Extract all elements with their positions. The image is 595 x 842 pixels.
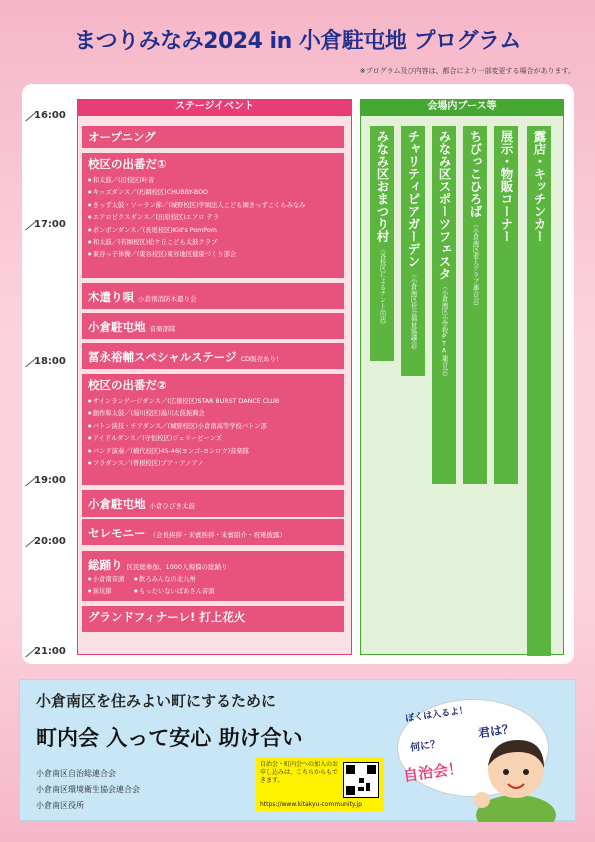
stage-header: ステージイベント bbox=[77, 99, 352, 115]
list-item: ● ポンポンダンス／(長尾校区)Kid's PomPom bbox=[88, 224, 338, 236]
stage-band-sub: 音楽部隊 bbox=[149, 325, 176, 333]
booth-bar bbox=[370, 126, 394, 361]
booth-bar-title: みなみ区おまつり村 bbox=[375, 130, 390, 243]
stage-tominaga bbox=[82, 343, 344, 369]
stage-opening bbox=[82, 126, 344, 148]
booth-bar-sub: （各校区によるテント出店） bbox=[378, 245, 386, 328]
stage-odori-left bbox=[88, 573, 124, 598]
stage-band-title: 小倉駐屯地 bbox=[88, 320, 146, 334]
stage-school1 bbox=[82, 153, 344, 278]
org-name: 小倉南区役所 bbox=[36, 801, 84, 810]
stage-kiyari-title: 木遣り唄 bbox=[88, 290, 134, 304]
stage-ceremony-sub: （会長挨拶・来賓挨拶・来賓紹介・祝電披露） bbox=[149, 531, 286, 539]
list-item: ● エアロビクスダンス／(田原校区)エアロ テラ bbox=[88, 211, 338, 223]
stage-odori-sub: 区民総参加、1000人規模の総踊り bbox=[126, 563, 228, 571]
list-item: ● 小倉南音頭 bbox=[88, 573, 124, 585]
booth-bar bbox=[494, 126, 518, 484]
list-item: ● バトン演技・チアダンス／(城野校区)小倉南高等学校バトン部 bbox=[88, 420, 338, 432]
booth-bar-title: 展示・物販コーナー bbox=[499, 130, 514, 243]
stage-band bbox=[82, 313, 344, 339]
qr-code-icon[interactable] bbox=[343, 762, 379, 798]
list-item: ● 和太鼓／(若園校区)松ケ丘こども太鼓クラブ bbox=[88, 236, 338, 248]
stage-school1-title: 校区の出番だ① bbox=[88, 157, 167, 171]
time-label: 20:00 bbox=[34, 536, 66, 547]
banner-line2: 町内会 入って安心 助け合い bbox=[36, 726, 303, 750]
list-item: ● サインランゲージダンス／(広徳校区)STAR BURST DANCE CLUB bbox=[88, 395, 338, 407]
stage-school2-title: 校区の出番だ② bbox=[88, 378, 167, 392]
list-item: ● キッズダンス／(朽網校区)CHUBBY-BOO bbox=[88, 186, 338, 198]
stage-school2-list bbox=[88, 395, 338, 469]
banner-line1: 小倉南区を住みよい町にするために bbox=[36, 692, 277, 710]
booth-bar-title: みなみ区スポーツフェスタ bbox=[437, 130, 452, 280]
booth-header: 会場内ブース等 bbox=[360, 99, 564, 115]
stage-odori-title: 総踊り bbox=[88, 558, 123, 572]
program-note: ※プログラム及び内容は、都合により一部変更する場合があります。 bbox=[359, 67, 575, 75]
list-item: ● きっず太鼓・ソーラン節／(城野校区)学園法人こども園きっずこくらみなみ bbox=[88, 199, 338, 211]
list-item: ● 飲ろみんなの北九州 bbox=[134, 573, 214, 585]
stage-tominaga-sub: CD販売あり! bbox=[240, 355, 279, 363]
list-item: ● 炭坑節 bbox=[88, 585, 124, 597]
booth-bar-title: 露店・キッチンカー bbox=[532, 130, 547, 243]
org-name: 小倉南区自治総連合会 bbox=[36, 769, 116, 778]
stage-taiko-sub: 小倉ひびき太鼓 bbox=[149, 502, 195, 510]
list-item: ● 東谷っ子体操／(東谷校区)東谷地区健康づくり部会 bbox=[88, 248, 338, 260]
stage-kiyari-sub: 小倉南消防木遣り会 bbox=[138, 295, 197, 303]
time-label: 21:00 bbox=[34, 646, 66, 657]
time-label: 19:00 bbox=[34, 475, 66, 486]
stage-odori bbox=[82, 551, 344, 601]
stage-school2 bbox=[82, 374, 344, 485]
list-item: ● アイドルダンス／(守恒校区)ジェリービーンズ bbox=[88, 432, 338, 444]
stage-school1-list bbox=[88, 174, 338, 261]
stage-odori-right bbox=[134, 573, 214, 598]
speech-text: 何に？ bbox=[409, 738, 441, 755]
stage-tominaga-title: 冨永裕輔スペシャルステージ bbox=[88, 350, 237, 364]
time-label: 18:00 bbox=[34, 356, 66, 367]
booth-bar-title: ちびっこひろば bbox=[468, 130, 483, 218]
speech-text: 君は？ bbox=[477, 721, 515, 741]
list-item: ● フラダンス／(曽根校区)プア・アノアノ bbox=[88, 457, 338, 469]
booth-bar-sub: （小倉南区社会福祉協議会） bbox=[409, 270, 417, 353]
speech-text: ぼくは入るよ！ bbox=[404, 705, 469, 725]
speech-text: 自治会！ bbox=[402, 758, 465, 786]
booth-bar bbox=[463, 126, 487, 484]
booth-bar-sub: （小倉南区小学校PTA連合会） bbox=[440, 283, 448, 380]
signup-info-text: 自治会・町内会への加入のお申し込みは、こちらからもできます。 bbox=[260, 761, 339, 784]
page-title: まつりみなみ2024 in 小倉駐屯地 プログラム bbox=[74, 29, 521, 54]
list-item: ● 創作和太鼓／(湯川校区)湯川太鼓振興会 bbox=[88, 407, 338, 419]
stage-finale-title: グランドフィナーレ! 打上花火 bbox=[88, 610, 246, 624]
booth-bar bbox=[527, 126, 551, 656]
list-item: ● バンド演奏／(横代校区)45-46(ヨンゴ-ヨンロク)音楽隊 bbox=[88, 445, 338, 457]
stage-taiko-title: 小倉駐屯地 bbox=[88, 497, 146, 511]
list-item: ● 和太鼓／(沼校区)叶音 bbox=[88, 174, 338, 186]
stage-ceremony-title: セレモニー bbox=[88, 526, 146, 540]
community-url-link[interactable]: https://www.kitakyu-community.jp bbox=[260, 801, 362, 808]
stage-kiyari bbox=[82, 283, 344, 309]
signup-info-box bbox=[256, 757, 384, 811]
booth-bar-sub: （小倉南区老人クラブ連合会） bbox=[471, 220, 479, 309]
child-illustration bbox=[468, 730, 558, 822]
booth-bar bbox=[432, 126, 456, 484]
stage-ceremony bbox=[82, 519, 344, 545]
stage-taiko bbox=[82, 490, 344, 517]
stage-opening-title: オープニング bbox=[88, 130, 156, 144]
booth-bar bbox=[401, 126, 425, 376]
time-label: 16:00 bbox=[34, 110, 66, 121]
booth-bar-title: チャリティピアガーデン bbox=[406, 130, 421, 268]
stage-finale bbox=[82, 606, 344, 632]
time-label: 17:00 bbox=[34, 219, 66, 230]
list-item: ● もったいないばあさん音頭 bbox=[134, 585, 214, 597]
org-name: 小倉南区環境衛生協会連合会 bbox=[36, 785, 140, 794]
